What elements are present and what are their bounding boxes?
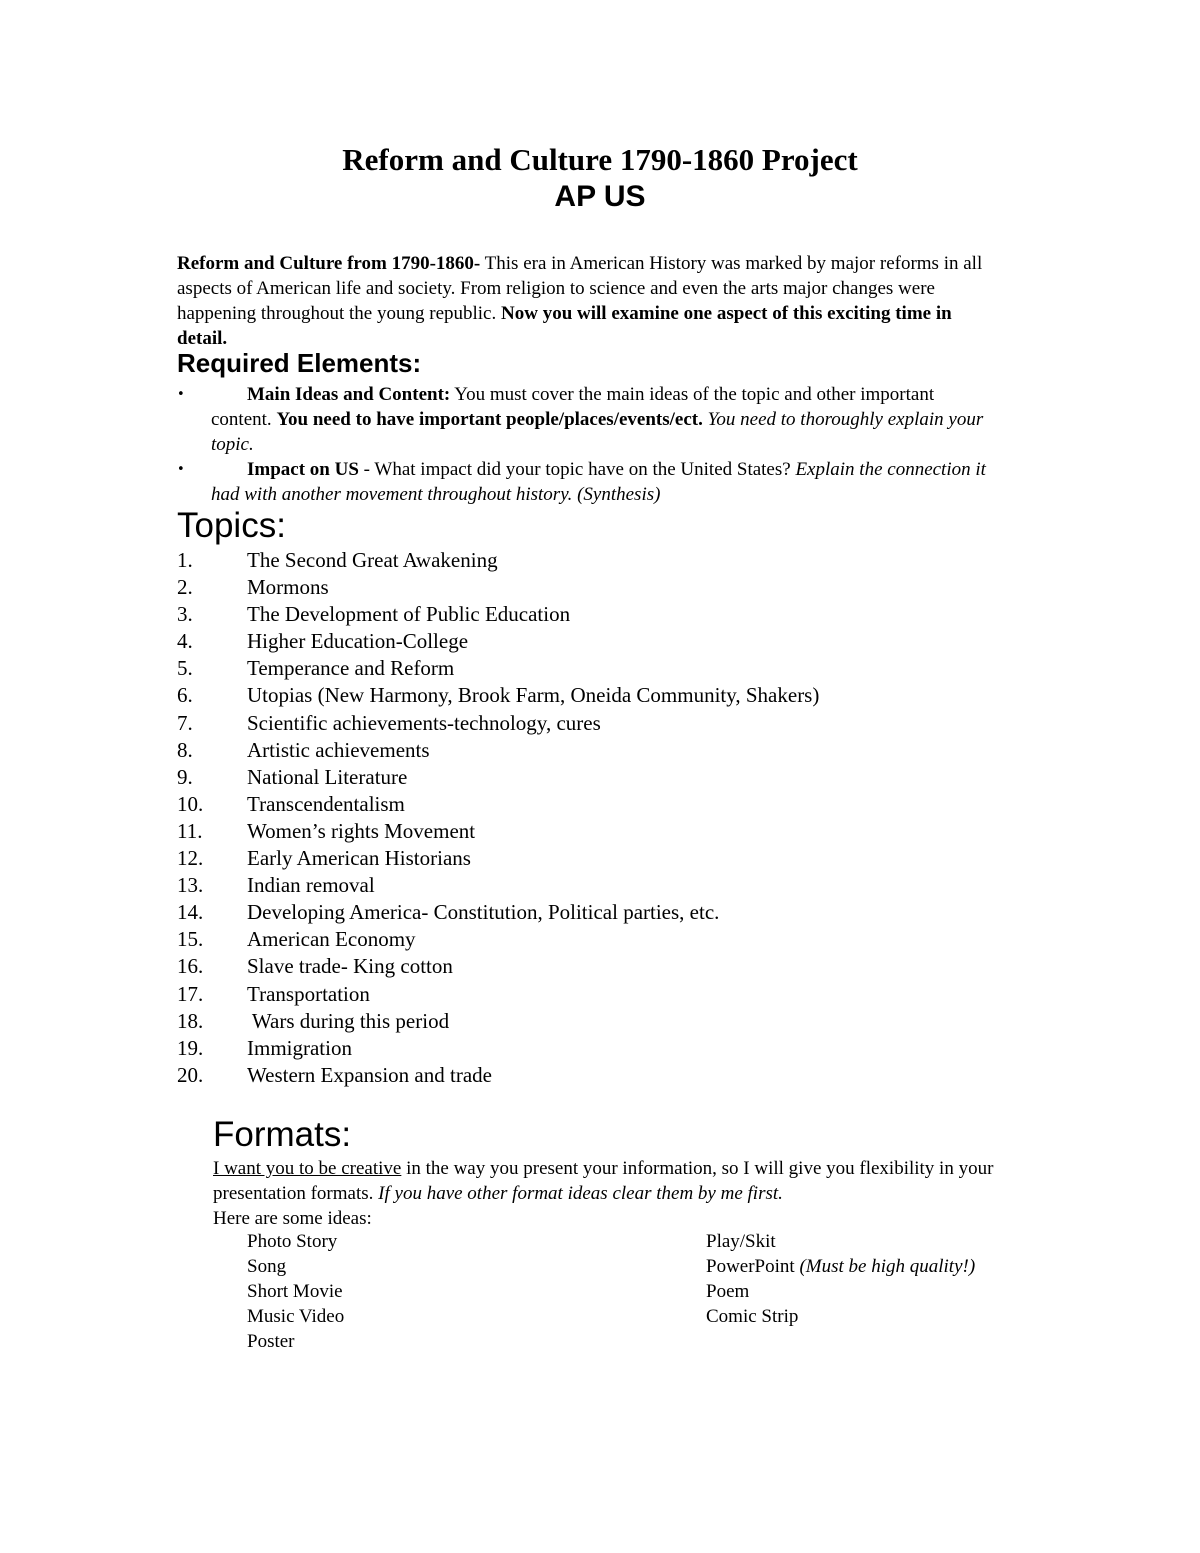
document-title: Reform and Culture 1790-1860 Project — [342, 142, 858, 177]
topic-number: 14. — [177, 900, 204, 925]
topic-text: American Economy — [247, 927, 416, 952]
required-item-text: - What impact did your topic have on the United States? — [358, 459, 796, 480]
topic-number: 18. — [177, 1008, 204, 1033]
format-item: Short Movie — [247, 1281, 343, 1302]
topic-item — [177, 547, 977, 574]
topic-number: 20. — [177, 1062, 204, 1087]
topic-item — [177, 981, 977, 1008]
topic-item — [177, 1035, 977, 1062]
topic-number: 6. — [177, 683, 193, 708]
topic-text: Transcendentalism — [247, 791, 405, 816]
format-item-text: Play/Skit — [706, 1231, 776, 1252]
format-item: Poster — [247, 1331, 295, 1352]
topic-item — [177, 574, 977, 601]
topic-item — [177, 601, 977, 628]
topic-text: Western Expansion and trade — [247, 1062, 492, 1087]
topic-number: 2. — [177, 575, 193, 600]
topic-number: 4. — [177, 629, 193, 654]
topic-text: The Second Great Awakening — [247, 548, 498, 572]
formats-underlined: I want you to be creative — [213, 1158, 402, 1179]
topic-number: 17. — [177, 981, 204, 1006]
formats-text: in the way you present your information, so I will give you flexibility in your presentation formats. — [213, 1158, 994, 1204]
required-item-italic-text: Explain the connection it had with another movement throughout history. (Synthesis) — [211, 459, 986, 505]
topic-item — [177, 628, 977, 655]
format-item — [706, 1229, 975, 1254]
required-item-italic-text: You need to thoroughly explain your topic. — [211, 409, 984, 455]
topic-item — [177, 1008, 977, 1035]
format-item — [706, 1304, 975, 1329]
topic-number: 8. — [177, 737, 193, 762]
topic-item — [177, 818, 977, 845]
topic-item — [177, 682, 977, 709]
topic-text: Utopias (New Harmony, Brook Farm, Oneida Community, Shakers) — [247, 683, 820, 708]
formats-right-column — [706, 1229, 975, 1329]
topic-number: 19. — [177, 1035, 204, 1060]
topic-number: 12. — [177, 846, 204, 871]
document-subtitle: AP US — [554, 180, 646, 213]
required-item-label: Main Ideas and Content: — [247, 384, 451, 405]
topic-number: 9. — [177, 764, 193, 789]
topic-number: 7. — [177, 710, 193, 735]
topic-text: Mormons — [247, 575, 329, 600]
format-item: Music Video — [247, 1306, 345, 1327]
topic-text: The Development of Public Education — [247, 602, 571, 627]
topic-number: 11. — [177, 818, 203, 843]
topic-text: Transportation — [247, 981, 370, 1006]
topic-item — [177, 926, 977, 953]
intro-closing: Now you will examine one aspect of this exciting time in detail. — [177, 303, 952, 349]
topic-text: Wars during this period — [247, 1008, 450, 1033]
topic-text: Indian removal — [247, 873, 375, 898]
formats-paragraph — [213, 1156, 1033, 1231]
topics-list — [177, 547, 977, 1089]
topic-item — [177, 899, 977, 926]
topic-number: 1. — [177, 548, 193, 572]
required-item-impact — [177, 457, 997, 507]
format-item: Photo Story — [247, 1231, 338, 1252]
topic-item — [177, 845, 977, 872]
intro-lead: Reform and Culture from 1790-1860- — [177, 253, 481, 274]
topic-text: Immigration — [247, 1035, 352, 1060]
topic-number: 13. — [177, 873, 204, 898]
required-item-text: You must cover the main ideas of the topic and other important content. — [211, 384, 935, 430]
topic-text: Scientific achievements-technology, cures — [247, 710, 601, 735]
topic-text: Developing America- Constitution, Political parties, etc. — [247, 900, 720, 925]
format-item-text: PowerPoint — [706, 1256, 800, 1277]
topic-item — [177, 655, 977, 682]
topic-text: National Literature — [247, 764, 408, 789]
topic-text: Women’s rights Movement — [247, 818, 476, 843]
formats-ideas-intro: Here are some ideas: — [213, 1208, 372, 1229]
format-item — [706, 1254, 975, 1279]
topic-text: Slave trade- King cotton — [247, 954, 453, 979]
required-item-main-ideas — [177, 382, 997, 457]
topic-item — [177, 953, 977, 980]
topic-number: 5. — [177, 656, 193, 681]
format-item: Song — [247, 1256, 287, 1277]
formats-heading: Formats: — [213, 1115, 352, 1154]
required-elements-list — [177, 382, 997, 507]
topic-number: 10. — [177, 791, 204, 816]
topic-item — [177, 791, 977, 818]
format-item-text: Poem — [706, 1281, 750, 1302]
topic-text: Artistic achievements — [247, 737, 430, 762]
intro-paragraph — [177, 251, 997, 351]
formats-italic: If you have other format ideas clear them by me first. — [378, 1183, 783, 1204]
bullet-icon: • — [177, 387, 185, 402]
topic-item — [177, 737, 977, 764]
required-elements-heading: Required Elements: — [177, 348, 422, 378]
format-item-text: Comic Strip — [706, 1306, 799, 1327]
topic-item — [177, 764, 977, 791]
topic-item — [177, 1062, 977, 1089]
bullet-icon: • — [177, 462, 185, 477]
topic-item — [177, 872, 977, 899]
topic-item — [177, 710, 977, 737]
required-item-label: Impact on US — [247, 459, 359, 480]
format-item — [706, 1279, 975, 1304]
topic-text: Higher Education-College — [247, 629, 469, 654]
intro-body: This era in American History was marked by major reforms in all aspects of American life and society. From religion to science and even the arts major changes were happening throughout the young republic. — [177, 253, 983, 324]
topic-text: Early American Historians — [247, 846, 471, 871]
required-item-bold-text: You need to have important people/places/events/ect. — [276, 409, 703, 430]
topic-text: Temperance and Reform — [247, 656, 455, 681]
format-item-note: (Must be high quality!) — [799, 1256, 976, 1277]
topic-number: 15. — [177, 927, 204, 952]
topics-heading: Topics: — [177, 506, 286, 545]
formats-left-column — [247, 1229, 344, 1354]
topic-number: 16. — [177, 954, 204, 979]
topic-number: 3. — [177, 602, 193, 627]
